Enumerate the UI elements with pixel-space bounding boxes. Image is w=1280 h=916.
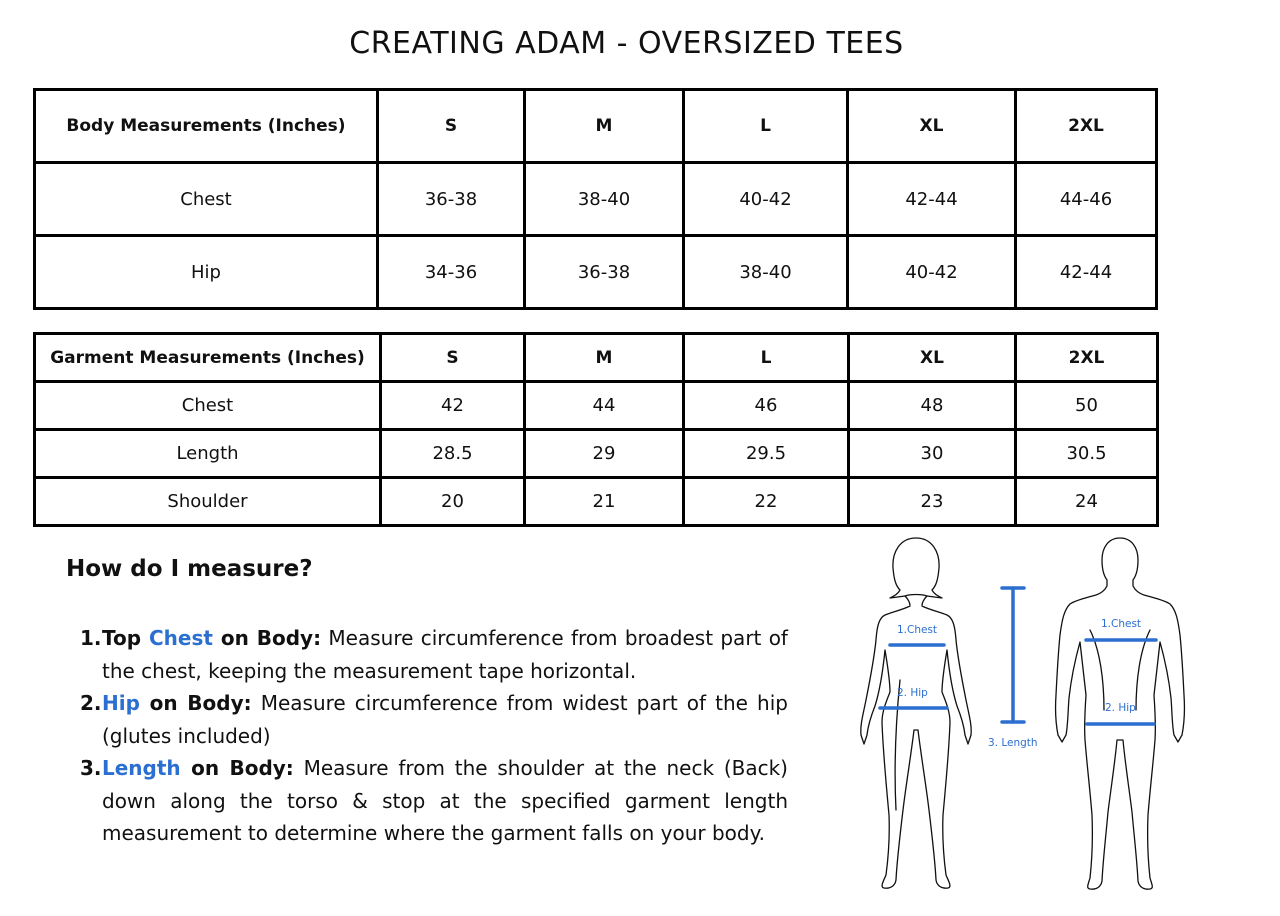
step-suffix: on Body: [212,626,322,650]
column-header: S [378,90,525,163]
female-chest-label: 1.Chest [897,624,938,636]
measure-steps-list [80,622,788,850]
table-cell: 24 [1016,478,1158,526]
step-number: 1. [80,626,102,650]
row-label: Shoulder [35,478,381,526]
column-header: Body Measurements (Inches) [35,90,378,163]
column-header: Garment Measurements (Inches) [35,334,381,382]
how-to-measure-heading: How do I measure? [66,556,313,582]
table-cell: 30 [849,430,1016,478]
table-cell: 40-42 [848,236,1016,309]
length-label: 3. Length [988,737,1038,749]
male-chest-label: 1.Chest [1101,618,1142,630]
column-header: M [525,334,684,382]
table-row [35,478,1158,526]
male-hip-label: 2. Hip [1105,702,1136,714]
step-highlight: Chest [148,626,213,650]
table-cell: 21 [525,478,684,526]
table-row [35,163,1157,236]
table-header-row [35,90,1157,163]
column-header: M [525,90,684,163]
step-number: 3. [80,756,102,780]
list-item [80,687,788,752]
row-label: Chest [35,382,381,430]
column-header: L [684,90,848,163]
step-lead: Top [102,626,149,650]
length-ruler-icon [1002,588,1024,722]
step-highlight: Length [102,756,181,780]
table-cell: 20 [381,478,525,526]
step-suffix: on Body: [180,756,294,780]
table-cell: 23 [849,478,1016,526]
garment-measurements-table [33,332,1159,527]
table-cell: 38-40 [525,163,684,236]
table-cell: 42-44 [1016,236,1157,309]
table-row [35,430,1158,478]
table-header-row [35,334,1158,382]
table-cell: 44 [525,382,684,430]
female-body-outline-icon [861,538,971,888]
table-cell: 50 [1016,382,1158,430]
column-header: 2XL [1016,334,1158,382]
column-header: XL [849,334,1016,382]
row-label: Hip [35,236,378,309]
table-cell: 42-44 [848,163,1016,236]
table-cell: 40-42 [684,163,848,236]
body-measurements-table [33,88,1158,310]
table-cell: 28.5 [381,430,525,478]
column-header: XL [848,90,1016,163]
table-cell: 29.5 [684,430,849,478]
step-highlight: Hip [102,691,140,715]
table-cell: 44-46 [1016,163,1157,236]
table-cell: 48 [849,382,1016,430]
step-suffix: on Body: [139,691,252,715]
measurement-figures [850,530,1200,900]
list-item [80,622,788,687]
row-label: Chest [35,163,378,236]
female-hip-label: 2. Hip [897,687,928,699]
step-text: Measure circumference from widest part of the hip (glutes included) [102,691,788,748]
list-item [80,752,788,850]
table-row [35,236,1157,309]
step-number: 2. [80,691,102,715]
table-cell: 36-38 [378,163,525,236]
table-cell: 38-40 [684,236,848,309]
table-cell: 36-38 [525,236,684,309]
column-header: L [684,334,849,382]
table-cell: 46 [684,382,849,430]
table-cell: 29 [525,430,684,478]
table-cell: 22 [684,478,849,526]
row-label: Length [35,430,381,478]
table-cell: 30.5 [1016,430,1158,478]
table-row [35,382,1158,430]
column-header: 2XL [1016,90,1157,163]
step-text: Measure circumference from broadest part of the chest, keeping the measurement tape horizontal. [102,626,788,683]
step-text: Measure from the shoulder at the neck (Back) down along the torso & stop at the specified garment length measurement to determine where the garment falls on your body. [102,756,788,845]
table-cell: 34-36 [378,236,525,309]
table-cell: 42 [381,382,525,430]
page-title: CREATING ADAM - OVERSIZED TEES [349,26,904,61]
column-header: S [381,334,525,382]
